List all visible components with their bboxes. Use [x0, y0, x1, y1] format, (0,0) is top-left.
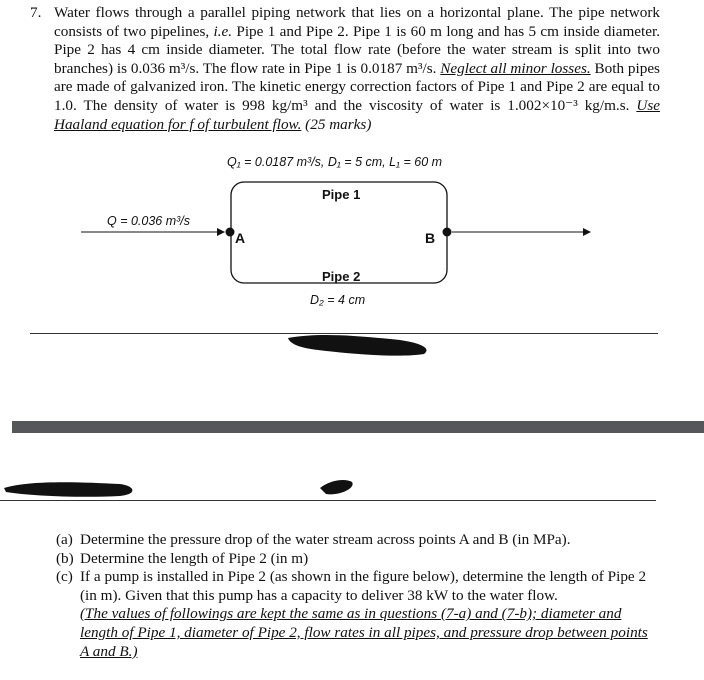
- question-b-text: Determine the length of Pipe 2 (in m): [80, 549, 309, 567]
- junction-b-dot: [443, 228, 452, 237]
- question-c-note: (The values of followings are kept the same as in questions (7-a) and (7-b); diameter and length of Pipe 1, diameter of Pipe 2, flow rates in all pipes, and pressure drop between points A and B.): [80, 605, 648, 660]
- question-a: [56, 531, 658, 550]
- question-a-label: (a): [56, 531, 73, 548]
- text-segment: Pipe 1 and Pipe 2. Pipe 1 is 60 m long and has 5 cm inside diameter. Pipe 2 has 4 cm inside diameter. The total flow rate (before the water stream is split into two branches) is 0.036 m³/s. The flow rate in Pipe 1 is 0.0187 m³/s.: [54, 22, 660, 77]
- point-b-label: B: [425, 230, 436, 246]
- scribble-left: [4, 482, 132, 497]
- dark-band: [12, 421, 704, 433]
- question-c-label: (c): [56, 568, 73, 586]
- question-b-label: (b): [56, 549, 74, 567]
- scribble-small: [320, 480, 353, 494]
- question-a-text: Determine the pressure drop of the water stream across points A and B (in MPa).: [80, 531, 571, 548]
- question-c-text: If a pump is installed in Pipe 2 (as shown in the figure below), determine the length of Pipe 2 (in m). Given that this pump has a capacity to deliver 38 kW to the water flow.: [80, 568, 647, 604]
- sub-questions: [56, 531, 658, 661]
- haaland-note: Use Haaland equation for f of turbulent flow.: [54, 96, 660, 133]
- marks-label: (25 marks): [301, 115, 372, 133]
- pipe2-label: Pipe 2: [322, 269, 361, 284]
- point-a-label: A: [235, 230, 246, 246]
- pipe1-label: Pipe 1: [322, 187, 361, 202]
- text-segment: Both pipes are made of galvanized iron. The kinetic energy correction factors of Pipe 1 and Pipe 2 are equal to 1.0. The density of water is 998 kg/m³ and the viscosity of water is 1.002×10⁻³ kg/m.s.: [54, 59, 660, 114]
- divider: [0, 500, 656, 501]
- pipe2-diameter-label: D₂ = 4 cm: [310, 293, 366, 307]
- question-c: [56, 568, 658, 605]
- question-number: 7.: [30, 4, 42, 21]
- ie-abbrev: i.e.: [213, 22, 233, 40]
- question-b: [56, 550, 658, 569]
- neglect-losses-note: Neglect all minor losses.: [440, 59, 591, 77]
- pipe1-params-label: Q₁ = 0.0187 m³/s, D₁ = 5 cm, L₁ = 60 m: [227, 155, 443, 169]
- inlet-flow-label: Q = 0.036 m³/s: [107, 214, 191, 228]
- redaction-scribbles: [0, 330, 704, 510]
- junction-a-dot: [226, 228, 235, 237]
- text-segment: Water flows through a parallel piping network that lies on a horizontal plane. The pipe network consists of two pipelines,: [54, 4, 660, 40]
- scribble-top: [288, 335, 427, 356]
